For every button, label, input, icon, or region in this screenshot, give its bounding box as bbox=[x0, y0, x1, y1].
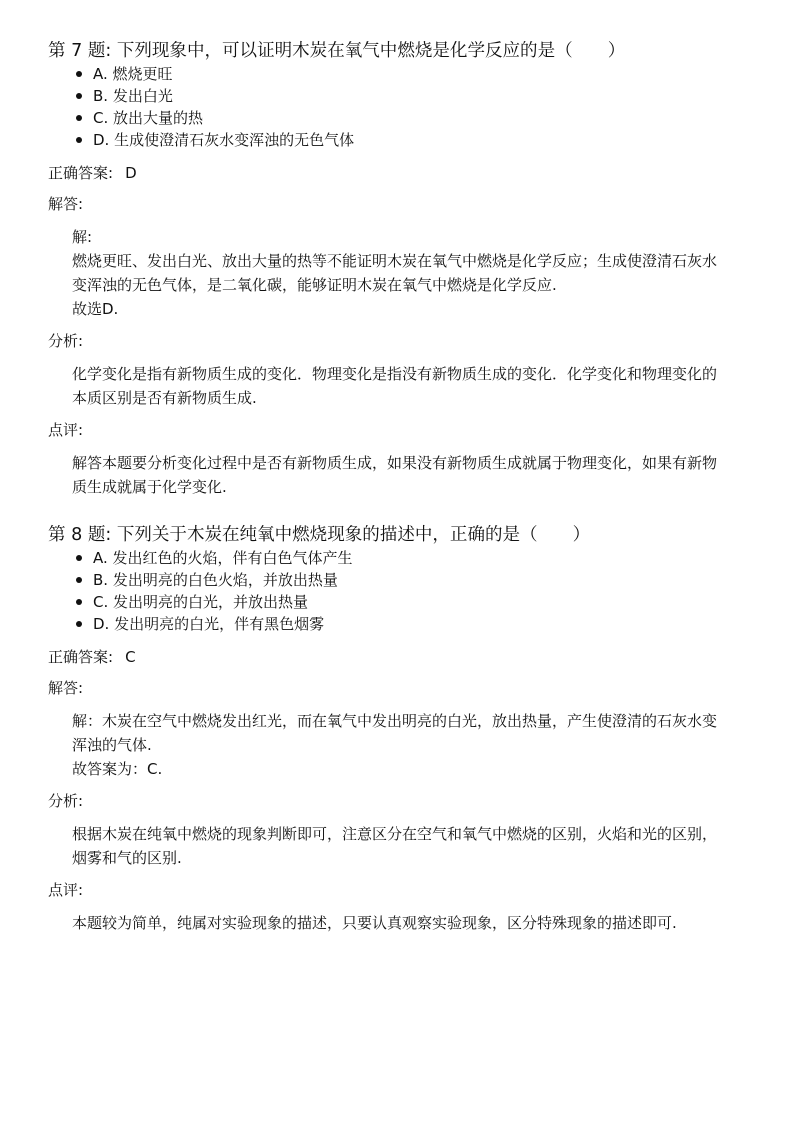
question-7 bbox=[48, 40, 728, 499]
solution-line: 故答案为：C. bbox=[72, 760, 163, 778]
option-c: C. 放出大量的热 bbox=[76, 107, 728, 129]
option-d: D. 发出明亮的白光，伴有黑色烟雾 bbox=[76, 613, 728, 635]
option-list bbox=[48, 63, 728, 151]
solution-line: 解：木炭在空气中燃烧发出红光，而在氧气中发出明亮的白光，放出热量，产生使澄清的石灰水变浑浊的气体. bbox=[72, 712, 718, 754]
question-title: 第 7 题: 下列现象中，可以证明木炭在氧气中燃烧是化学反应的是（ ） bbox=[48, 41, 626, 61]
question-8 bbox=[48, 524, 728, 935]
option-d: D. 生成使澄清石灰水变浑浊的无色气体 bbox=[76, 129, 728, 151]
solution-line: 故选D. bbox=[72, 300, 119, 318]
solution-line: 解: bbox=[72, 228, 93, 246]
correct-answer bbox=[48, 162, 728, 184]
analysis-label: 分析: bbox=[48, 792, 84, 810]
answer-value: C bbox=[125, 648, 136, 666]
comment-label: 点评: bbox=[48, 421, 84, 439]
comment-text: 本题较为简单，纯属对实验现象的描述，只要认真观察实验现象，区分特殊现象的描述即可. bbox=[72, 914, 677, 932]
analysis-text: 根据木炭在纯氧中燃烧的现象判断即可，注意区分在空气和氧气中燃烧的区别，火焰和光的区别，烟雾和气的区别. bbox=[72, 825, 718, 867]
answer-value: D bbox=[125, 164, 137, 182]
question-title: 第 8 题: 下列关于木炭在纯氧中燃烧现象的描述中，正确的是（ ） bbox=[48, 525, 591, 545]
option-b: B. 发出明亮的白色火焰，并放出热量 bbox=[76, 569, 728, 591]
option-list bbox=[48, 547, 728, 635]
solution-body bbox=[48, 225, 722, 321]
correct-answer bbox=[48, 646, 728, 668]
answer-label: 正确答案: bbox=[48, 648, 114, 666]
analysis-body bbox=[48, 362, 722, 410]
solution-line: 燃烧更旺、发出白光、放出大量的热等不能证明木炭在氧气中燃烧是化学反应；生成使澄清石灰水变浑浊的无色气体，是二氧化碳，能够证明木炭在氧气中燃烧是化学反应. bbox=[72, 252, 718, 294]
solution-label: 解答: bbox=[48, 679, 84, 697]
solution-label: 解答: bbox=[48, 195, 84, 213]
comment-body bbox=[48, 451, 722, 499]
option-a: A. 燃烧更旺 bbox=[76, 63, 728, 85]
analysis-label: 分析: bbox=[48, 332, 84, 350]
option-a: A. 发出红色的火焰，伴有白色气体产生 bbox=[76, 547, 728, 569]
answer-label: 正确答案: bbox=[48, 164, 114, 182]
comment-body bbox=[48, 911, 722, 935]
option-b: B. 发出白光 bbox=[76, 85, 728, 107]
solution-body bbox=[48, 709, 722, 781]
analysis-text: 化学变化是指有新物质生成的变化．物理变化是指没有新物质生成的变化．化学变化和物理变化的本质区别是否有新物质生成. bbox=[72, 365, 718, 407]
analysis-body bbox=[48, 822, 722, 870]
option-c: C. 发出明亮的白光，并放出热量 bbox=[76, 591, 728, 613]
comment-text: 解答本题要分析变化过程中是否有新物质生成，如果没有新物质生成就属于物理变化，如果有新物质生成就属于化学变化. bbox=[72, 454, 718, 496]
comment-label: 点评: bbox=[48, 881, 84, 899]
